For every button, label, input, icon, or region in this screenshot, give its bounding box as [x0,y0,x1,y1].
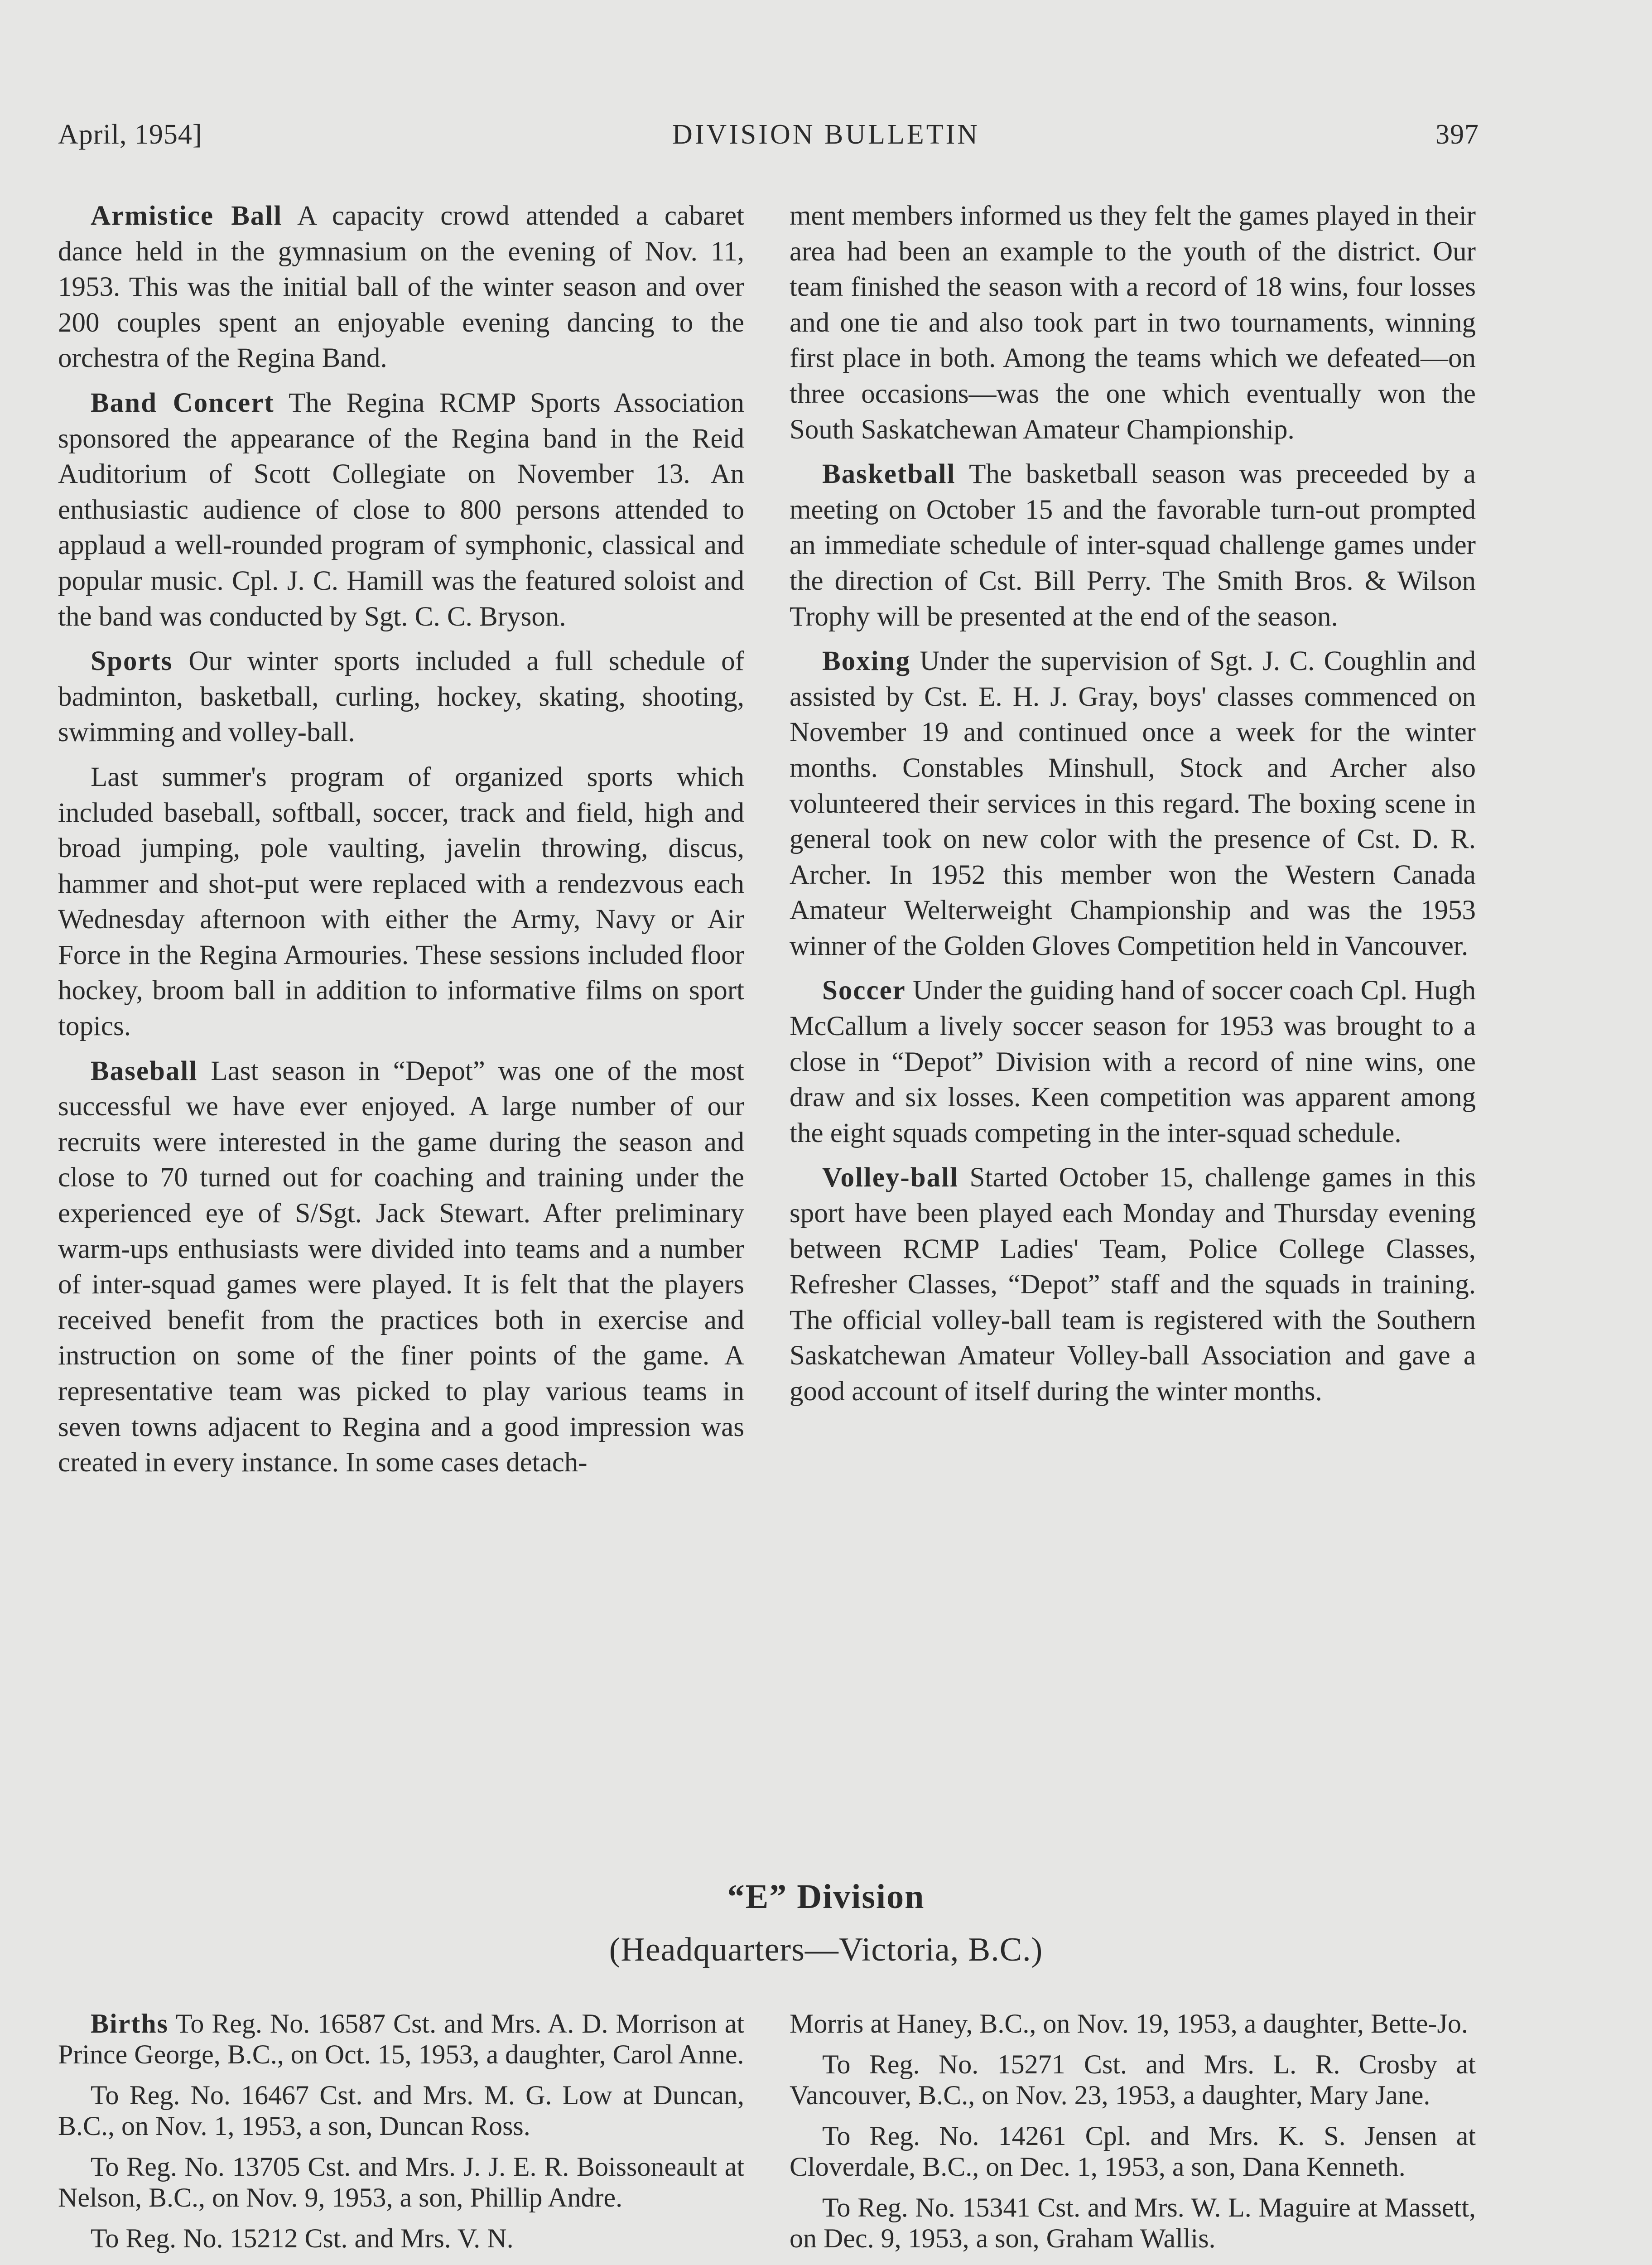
birth-notice [790,2120,1476,2182]
paragraph-band-concert [58,386,744,635]
paragraph-baseball-continued [790,198,1476,448]
birth-notice [790,2192,1476,2254]
paragraph-body: To Reg. No. 15341 Cst. and Mrs. W. L. Maguire at Massett, on Dec. 9, 1953, a son, Graham Wallis. [790,2193,1476,2253]
paragraph-body: Under the guiding hand of soccer coach Cpl. Hugh McCallum a lively soccer season for 1953 was brought to a close in “Depot” Division with a record of nine wins, one draw and six losses. Keen competition was apparent among the eight squads competing in the inter-squad schedule. [790,975,1476,1148]
top-right-column [790,198,1476,1410]
paragraph-lead: Soccer [822,975,906,1006]
paragraph-sports [58,644,744,751]
publication-title: DIVISION BULLETIN [672,119,980,150]
paragraph-volley-ball [790,1160,1476,1409]
birth-notice [58,2151,744,2213]
paragraph-body: To Reg. No. 14261 Cpl. and Mrs. K. S. Jensen at Cloverdale, B.C., on Dec. 1, 1953, a son, Dana Kenneth. [790,2121,1476,2182]
paragraph-lead: Armistice Ball [91,201,283,231]
paragraph-body: To Reg. No. 13705 Cst. and Mrs. J. J. E. R. Boissoneault at Nelson, B.C., on Nov. 9, 1953, a son, Phillip Andre. [58,2152,744,2212]
bottom-right-column [790,2008,1476,2254]
paragraph-body: Started October 15, challenge games in this sport have been played each Monday and Thursday evening between RCMP Ladies' Team, Police College Classes, Refresher Classes, “Depot” staff and the squads in training. The official volley-ball team is registered with the Southern Saskatchewan Amateur Volley-ball Association and gave a good account of itself during the winter months. [790,1162,1476,1407]
paragraph-body: Last summer's program of organized sports which included baseball, softball, soccer, track and field, high and broad jumping, pole vaulting, javelin throwing, discus, hammer and shot-put were replaced with a rendezvous each Wednesday afternoon with either the Army, Navy or Air Force in the Regina Armouries. These sessions included floor hockey, broom ball in addition to informative films on sport topics. [58,761,744,1042]
paragraph-basketball [790,457,1476,635]
paragraph-body: To Reg. No. 15271 Cst. and Mrs. L. R. Crosby at Vancouver, B.C., on Nov. 23, 1953, a daughter, Mary Jane. [790,2049,1476,2110]
paragraph-body: Under the supervision of Sgt. J. C. Coughlin and assisted by Cst. E. H. J. Gray, boys' classes commenced on November 19 and continued once a week for the winter months. Constables Minshull, Stock and Archer also volunteered their services in this regard. The boxing scene in general took on new color with the presence of Cst. D. R. Archer. In 1952 this member won the Western Canada Amateur Welterweight Championship and was the 1953 winner of the Golden Gloves Competition held in Vancouver. [790,646,1476,961]
paragraph-boxing [790,644,1476,964]
paragraph-body: ment members informed us they felt the games played in their area had been an example to the youth of the district. Our team finished the season with a record of 18 wins, four losses and one tie and also took part in two tournaments, winning first place in both. Among the teams which we defeated—on three occasions—was the one which eventually won the South Saskatchewan Amateur Championship. [790,201,1476,445]
paragraph-lead: Births [91,2009,169,2038]
paragraph-lead: Band Concert [91,387,275,418]
paragraph-body: The basketball season was preceeded by a meeting on October 15 and the favorable turn-out prompted an immediate schedule of inter-squad challenge games under the direction of Cst. Bill Perry. The Smith Bros. & Wilson Trophy will be presented at the end of the season. [790,459,1476,632]
paragraph-lead: Volley-ball [822,1162,959,1193]
paragraph-body: The Regina RCMP Sports Association sponsored the appearance of the Regina band in the Reid Auditorium of Scott Collegiate on November 13. An enthusiastic audience of close to 800 persons attended to applaud a well-rounded program of symphonic, classical and popular music. Cpl. J. C. Hamill was the featured soloist and the band was conducted by Sgt. C. C. Bryson. [58,387,744,632]
birth-notice-continued [790,2008,1476,2039]
division-subtitle: (Headquarters—Victoria, B.C.) [609,1931,1043,1968]
paragraph-body: Our winter sports included a full schedule of badminton, basketball, curling, hockey, skating, shooting, swimming and volley-ball. [58,646,744,748]
paragraph-summer-program [58,760,744,1045]
paragraph-lead: Basketball [822,459,956,490]
birth-notice [58,2008,744,2070]
paragraph-lead: Sports [91,646,173,677]
paragraph-body: To Reg. No. 16587 Cst. and Mrs. A. D. Morrison at Prince George, B.C., on Oct. 15, 1953, a daughter, Carol Anne. [58,2009,744,2069]
paragraph-soccer [790,973,1476,1151]
paragraph-body: To Reg. No. 16467 Cst. and Mrs. M. G. Low at Duncan, B.C., on Nov. 1, 1953, a son, Duncan Ross. [58,2080,744,2141]
paragraph-body: A capacity crowd attended a cabaret dance held in the gymnasium on the evening of Nov. 11, 1953. This was the initial ball of the winter season and over 200 couples spent an enjoyable evening dancing to the orchestra of the Regina Band. [58,201,744,374]
running-head [0,119,1652,155]
birth-notice [58,2080,744,2141]
paragraph-body: To Reg. No. 15212 Cst. and Mrs. V. N. [91,2223,514,2253]
paragraph-lead: Boxing [822,646,911,677]
birth-notice [58,2223,744,2254]
paragraph-body: Last season in “Depot” was one of the most successful we have ever enjoyed. A large number of our recruits were interested in the game during the season and close to 70 turned out for coaching and training under the experienced eye of S/Sgt. Jack Stewart. After preliminary warm-ups enthusiasts were divided into teams and a number of inter-squad games were played. It is felt that the players received benefit from the practices both in exercise and instruction on some of the finer points of the game. A representative team was picked to play various teams in seven towns adjacent to Regina and a good impression was created in every instance. In some cases detach- [58,1055,744,1478]
paragraph-armistice-ball [58,198,744,376]
birth-notice [790,2049,1476,2111]
division-title: “E” Division [727,1878,925,1916]
top-left-column [58,198,744,1481]
page-number: 397 [1435,119,1479,150]
issue-date: April, 1954] [58,119,202,150]
bottom-left-column [58,2008,744,2254]
paragraph-baseball [58,1054,744,1481]
paragraph-body: Morris at Haney, B.C., on Nov. 19, 1953, a daughter, Bette-Jo. [790,2009,1468,2038]
paragraph-lead: Baseball [91,1055,198,1086]
